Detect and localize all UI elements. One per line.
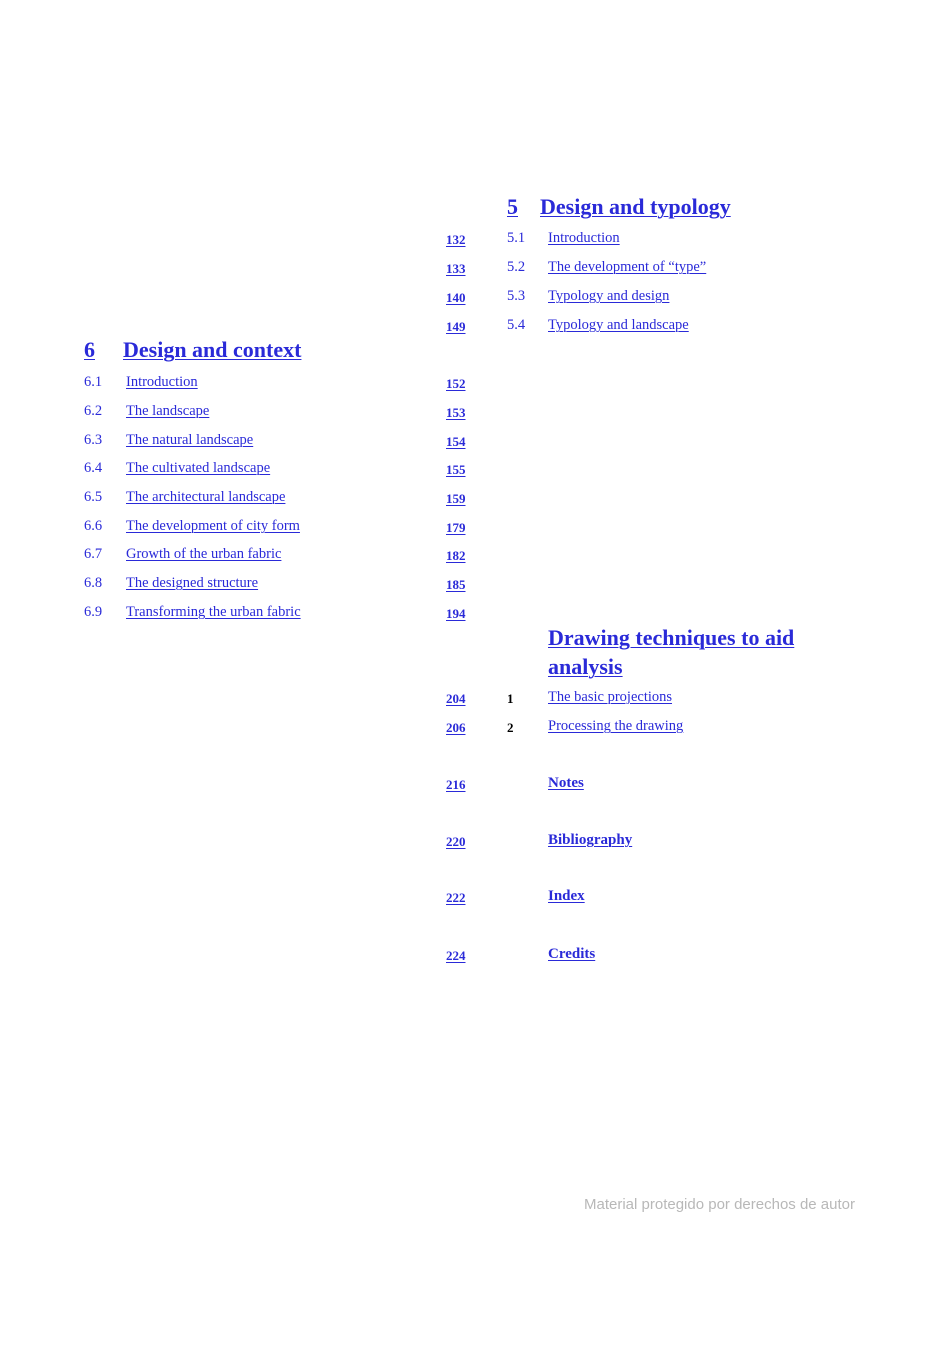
toc-entry-5-3[interactable] [507, 288, 669, 305]
section-number: 5.1 [507, 230, 526, 246]
section-number: 5.2 [507, 259, 526, 275]
section-number: 6.4 [84, 460, 103, 476]
toc-entry-6-7[interactable] [84, 546, 281, 563]
section-title: The landscape [126, 403, 210, 419]
toc-page-6-6[interactable]: 179 [446, 520, 466, 535]
toc-entry-bibliography[interactable]: Bibliography [548, 832, 633, 848]
section-number: 6.3 [84, 432, 103, 448]
toc-entry-5-1[interactable] [507, 230, 620, 247]
toc-page-appendix-2[interactable]: 206 [446, 720, 466, 735]
section-title: The architectural landscape [126, 489, 286, 505]
appendix-heading[interactable] [548, 623, 868, 681]
toc-entry-6-3[interactable] [84, 432, 253, 449]
toc-page-5-4[interactable]: 149 [446, 319, 466, 334]
section-number: 5.4 [507, 317, 526, 333]
section-title: The cultivated landscape [126, 460, 271, 476]
toc-page-appendix-1[interactable]: 204 [446, 691, 466, 706]
section-number: 6.8 [84, 575, 103, 591]
toc-entry-6-2[interactable] [84, 403, 209, 420]
toc-entry-credits[interactable]: Credits [548, 946, 596, 962]
section-number: 6.1 [84, 374, 103, 390]
section-number: 6.9 [84, 604, 103, 620]
section-title: The development of city form [126, 518, 300, 534]
section-title: Introduction [126, 374, 198, 390]
section-number: 5.3 [507, 288, 526, 304]
toc-page-6-1[interactable]: 152 [446, 376, 466, 391]
toc-entry-6-4[interactable] [84, 460, 270, 477]
toc-page-6-3[interactable]: 154 [446, 434, 466, 449]
toc-entry-6-9[interactable] [84, 604, 301, 621]
toc-page-6-5[interactable]: 159 [446, 491, 466, 506]
section-title: The natural landscape [126, 432, 254, 448]
toc-entry-5-2[interactable] [507, 259, 706, 276]
section-number: 6.2 [84, 403, 103, 419]
chapter-6-heading[interactable] [84, 337, 301, 363]
toc-page-bibliography[interactable]: 220 [446, 834, 466, 849]
toc-page-6-9[interactable]: 194 [446, 606, 466, 621]
toc-entry-index[interactable]: Index [548, 888, 585, 904]
toc-entry-5-4[interactable] [507, 317, 689, 334]
toc-page-5-3[interactable]: 140 [446, 290, 466, 305]
toc-entry-6-6[interactable] [84, 518, 300, 535]
chapter-6-number: 6 [84, 337, 95, 362]
copyright-footer: Material protegido por derechos de autor [584, 1196, 855, 1213]
section-title: The designed structure [126, 575, 259, 591]
toc-page-6-4[interactable]: 155 [446, 462, 466, 477]
chapter-5-title: Design and typology [540, 194, 731, 219]
toc-entry-6-8[interactable] [84, 575, 258, 592]
appendix-item-number: 1 [507, 691, 514, 706]
section-title: Introduction [548, 230, 620, 246]
section-title: Typology and design [548, 288, 670, 304]
section-title: Growth of the urban fabric [126, 546, 282, 562]
toc-page-6-8[interactable]: 185 [446, 577, 466, 592]
toc-page-6-2[interactable]: 153 [446, 405, 466, 420]
section-title: Typology and landscape [548, 317, 689, 333]
toc-entry-appendix-1[interactable]: The basic projections [548, 689, 673, 705]
toc-entry-6-1[interactable] [84, 374, 198, 391]
section-number: 6.6 [84, 518, 103, 534]
toc-page-index[interactable]: 222 [446, 890, 466, 905]
appendix-item-number: 2 [507, 720, 514, 735]
appendix-title-line1: Drawing techniques to aid [548, 625, 795, 650]
toc-page-notes[interactable]: 216 [446, 777, 466, 792]
toc-page-5-1[interactable]: 132 [446, 232, 466, 247]
appendix-title-line2: analysis [548, 654, 623, 679]
chapter-5-number: 5 [507, 194, 518, 219]
section-number: 6.5 [84, 489, 103, 505]
toc-page-5-2[interactable]: 133 [446, 261, 466, 276]
toc-entry-notes[interactable]: Notes [548, 775, 584, 791]
toc-entry-appendix-2[interactable]: Processing the drawing [548, 718, 684, 734]
toc-page-6-7[interactable]: 182 [446, 548, 466, 563]
chapter-6-title: Design and context [123, 337, 302, 362]
section-number: 6.7 [84, 546, 103, 562]
chapter-5-heading[interactable] [507, 194, 731, 220]
toc-page-credits[interactable]: 224 [446, 948, 466, 963]
toc-entry-6-5[interactable] [84, 489, 285, 506]
section-title: Transforming the urban fabric [126, 604, 301, 620]
section-title: The development of “type” [548, 259, 707, 275]
